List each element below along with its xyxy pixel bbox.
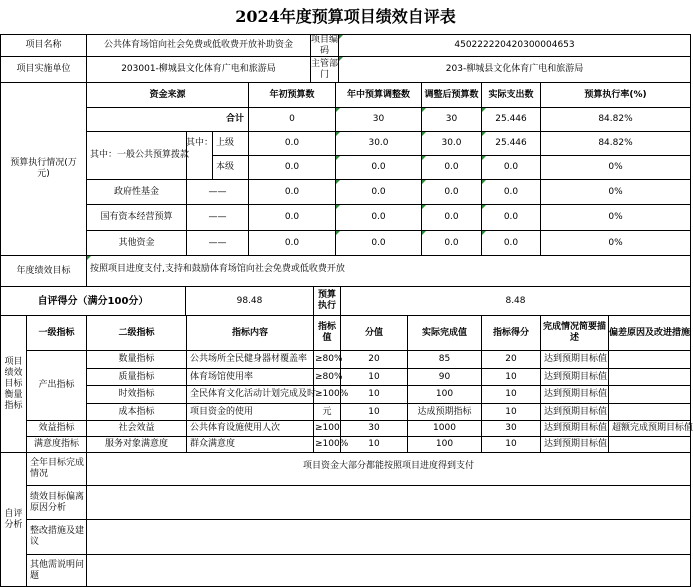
analysis-rectify-label: 整改措施及建议 xyxy=(27,520,87,555)
budget-local-label: 本级 xyxy=(213,156,249,180)
ind-row-4-content: 公共体育设施使用人次 xyxy=(187,421,314,437)
budget-header-adjusted: 调整后预算数 xyxy=(422,83,482,108)
budget-fund-label: 政府性基金 xyxy=(87,180,187,205)
budget-general-label: 其中：一般公共预算拨款 xyxy=(87,132,187,180)
analysis-rectify-value xyxy=(87,520,691,555)
analysis-other-label: 其他需说明问题 xyxy=(27,555,87,587)
budget-header-adjust: 年中预算调整数 xyxy=(336,83,422,108)
score-value: 98.48 xyxy=(186,287,314,316)
budget-fund-actual: 0.0 xyxy=(482,180,541,205)
budget-other-adjust: 0.0 xyxy=(336,231,422,256)
budget-header-source: 资金来源 xyxy=(87,83,249,108)
dept-label: 主管部门 xyxy=(311,57,339,83)
score-label: 自评得分（满分100分） xyxy=(0,287,186,316)
budget-other-initial: 0.0 xyxy=(249,231,336,256)
ind-row-0-desc: 达到预期目标值 xyxy=(541,351,609,369)
ind-row-0-got: 20 xyxy=(482,351,541,369)
budget-sub-label: 其中： xyxy=(187,132,213,180)
ind-header-score: 分值 xyxy=(341,316,408,351)
ind-row-1-score: 10 xyxy=(341,369,408,386)
ind-row-0-value: ≥80% xyxy=(314,351,341,369)
budget-total-rate: 84.82% xyxy=(541,108,691,132)
ind-row-4-desc: 达到预期目标值 xyxy=(541,421,609,437)
ind-row-5-actual: 100 xyxy=(408,437,482,453)
ind-row-1-l2: 质量指标 xyxy=(87,369,187,386)
budget-state-dash: —— xyxy=(187,205,249,231)
project-code-value: 450222220420300004653 xyxy=(339,34,691,57)
budget-local-rate: 0% xyxy=(541,156,691,180)
ind-row-2-score: 10 xyxy=(341,386,408,404)
ind-row-2-dev xyxy=(609,386,691,404)
goal-label: 年度绩效目标 xyxy=(0,256,87,287)
budget-local-adjusted: 0.0 xyxy=(422,156,482,180)
budget-fund-dash: —— xyxy=(187,180,249,205)
budget-other-actual: 0.0 xyxy=(482,231,541,256)
ind-row-2-actual: 100 xyxy=(408,386,482,404)
budget-header-initial: 年初预算数 xyxy=(249,83,336,108)
ind-row-4-dev: 超额完成预期目标值 xyxy=(609,421,691,437)
budget-upper-adjusted: 30.0 xyxy=(422,132,482,156)
budget-other-dash: —— xyxy=(187,231,249,256)
analysis-other-value xyxy=(87,555,691,587)
budget-fund-adjusted: 0.0 xyxy=(422,180,482,205)
budget-upper-rate: 84.82% xyxy=(541,132,691,156)
budget-total-initial: 0 xyxy=(249,108,336,132)
ind-row-1-content: 体育场馆使用率 xyxy=(187,369,314,386)
ind-row-3-dev xyxy=(609,404,691,421)
ind-row-1-value: ≥80% xyxy=(314,369,341,386)
ind-row-0-dev xyxy=(609,351,691,369)
ind-row-5-score: 10 xyxy=(341,437,408,453)
budget-state-adjusted: 0.0 xyxy=(422,205,482,231)
budget-local-initial: 0.0 xyxy=(249,156,336,180)
ind-row-5-got: 10 xyxy=(482,437,541,453)
ind-row-0-l2: 数量指标 xyxy=(87,351,187,369)
budget-state-initial: 0.0 xyxy=(249,205,336,231)
ind-header-l2: 二级指标 xyxy=(87,316,187,351)
ind-row-5-value: ≥100% xyxy=(314,437,341,453)
analysis-section-label: 自评分析 xyxy=(0,453,27,587)
budget-fund-adjust: 0.0 xyxy=(336,180,422,205)
budget-total-adjust: 30 xyxy=(336,108,422,132)
ind-row-2-content: 全民体育文化活动计划完成及时 xyxy=(187,386,314,404)
ind-row-5-l2: 服务对象满意度 xyxy=(87,437,187,453)
analysis-completion-text: 项目资金大部分都能按照项目进度得到支付 xyxy=(87,453,691,486)
ind-row-0-content: 公共场所全民健身器材覆盖率 xyxy=(187,351,314,369)
ind-row-3-actual: 达成预期指标 xyxy=(408,404,482,421)
ind-row-5-desc: 达到预期目标值 xyxy=(541,437,609,453)
ind-row-5-dev xyxy=(609,437,691,453)
project-name-value: 公共体育场馆向社会免费或低收费开放补助资金 xyxy=(87,34,311,57)
goal-text: 按照项目进度支付,支持和鼓励体育场馆向社会免费或低收费开放 xyxy=(87,256,691,287)
impl-unit-value: 203001-柳城县文化体育广电和旅游局 xyxy=(87,57,311,83)
analysis-deviation-value xyxy=(87,486,691,520)
ind-l1-output: 产出指标 xyxy=(27,351,87,421)
budget-state-label: 国有资本经营预算 xyxy=(87,205,187,231)
ind-row-3-l2: 成本指标 xyxy=(87,404,187,421)
ind-header-l1: 一级指标 xyxy=(27,316,87,351)
budget-total-adjusted: 30 xyxy=(422,108,482,132)
analysis-deviation-label: 绩效目标偏离原因分析 xyxy=(27,486,87,520)
ind-row-4-score: 30 xyxy=(341,421,408,437)
dept-value: 203-柳城县文化体育广电和旅游局 xyxy=(339,57,691,83)
ind-row-1-dev xyxy=(609,369,691,386)
indicators-section-label: 项目绩效目标衡量指标 xyxy=(0,316,27,453)
budget-local-adjust: 0.0 xyxy=(336,156,422,180)
score-exec-label: 预算执行 xyxy=(314,287,341,316)
project-code-label: 项目编码 xyxy=(311,34,339,56)
ind-header-got: 指标得分 xyxy=(482,316,541,351)
budget-state-actual: 0.0 xyxy=(482,205,541,231)
project-name-label: 项目名称 xyxy=(0,34,87,57)
ind-row-3-value: 元 xyxy=(314,404,341,421)
ind-row-3-content: 项目资金的使用 xyxy=(187,404,314,421)
budget-other-rate: 0% xyxy=(541,231,691,256)
budget-state-rate: 0% xyxy=(541,205,691,231)
ind-row-1-desc: 达到预期目标值 xyxy=(541,369,609,386)
ind-row-1-actual: 90 xyxy=(408,369,482,386)
ind-l1-satisfaction: 满意度指标 xyxy=(27,437,87,453)
ind-row-4-got: 30 xyxy=(482,421,541,437)
budget-upper-label: 上级 xyxy=(213,132,249,156)
budget-fund-rate: 0% xyxy=(541,180,691,205)
budget-other-label: 其他资金 xyxy=(87,231,187,256)
impl-unit-label: 项目实施单位 xyxy=(0,57,87,83)
analysis-completion-label: 全年目标完成情况 xyxy=(27,453,87,486)
ind-header-dev: 偏差原因及改进措施 xyxy=(609,316,691,351)
budget-total-label: 合计 xyxy=(87,108,249,132)
ind-l1-benefit: 效益指标 xyxy=(27,421,87,437)
ind-row-3-score: 10 xyxy=(341,404,408,421)
ind-row-2-l2: 时效指标 xyxy=(87,386,187,404)
budget-header-actual: 实际支出数 xyxy=(482,83,541,108)
budget-upper-initial: 0.0 xyxy=(249,132,336,156)
budget-upper-adjust: 30.0 xyxy=(336,132,422,156)
ind-row-4-l2: 社会效益 xyxy=(87,421,187,437)
page-title: 2024年度预算项目绩效自评表 xyxy=(235,7,456,26)
ind-row-1-got: 10 xyxy=(482,369,541,386)
budget-local-actual: 0.0 xyxy=(482,156,541,180)
ind-header-desc: 完成情况简要描述 xyxy=(541,316,609,351)
budget-upper-actual: 25.446 xyxy=(482,132,541,156)
ind-row-0-actual: 85 xyxy=(408,351,482,369)
ind-header-content: 指标内容 xyxy=(187,316,314,351)
ind-row-0-score: 20 xyxy=(341,351,408,369)
ind-row-2-value: ≥100% xyxy=(314,386,341,404)
budget-total-actual: 25.446 xyxy=(482,108,541,132)
score-exec-value: 8.48 xyxy=(341,287,691,316)
ind-row-2-got: 10 xyxy=(482,386,541,404)
ind-row-5-content: 群众满意度 xyxy=(187,437,314,453)
budget-section-label: 预算执行情况(万元) xyxy=(0,83,87,256)
ind-row-3-desc: 达到预期目标值 xyxy=(541,404,609,421)
ind-row-4-value: ≥100 xyxy=(314,421,341,437)
ind-header-value: 指标值 xyxy=(314,316,341,351)
ind-header-actual: 实际完成值 xyxy=(408,316,482,351)
ind-row-3-got: 10 xyxy=(482,404,541,421)
budget-state-adjust: 0.0 xyxy=(336,205,422,231)
ind-row-4-actual: 1000 xyxy=(408,421,482,437)
ind-row-2-desc: 达到预期目标值 xyxy=(541,386,609,404)
budget-other-adjusted: 0.0 xyxy=(422,231,482,256)
budget-header-rate: 预算执行率(%) xyxy=(541,83,691,108)
budget-fund-initial: 0.0 xyxy=(249,180,336,205)
